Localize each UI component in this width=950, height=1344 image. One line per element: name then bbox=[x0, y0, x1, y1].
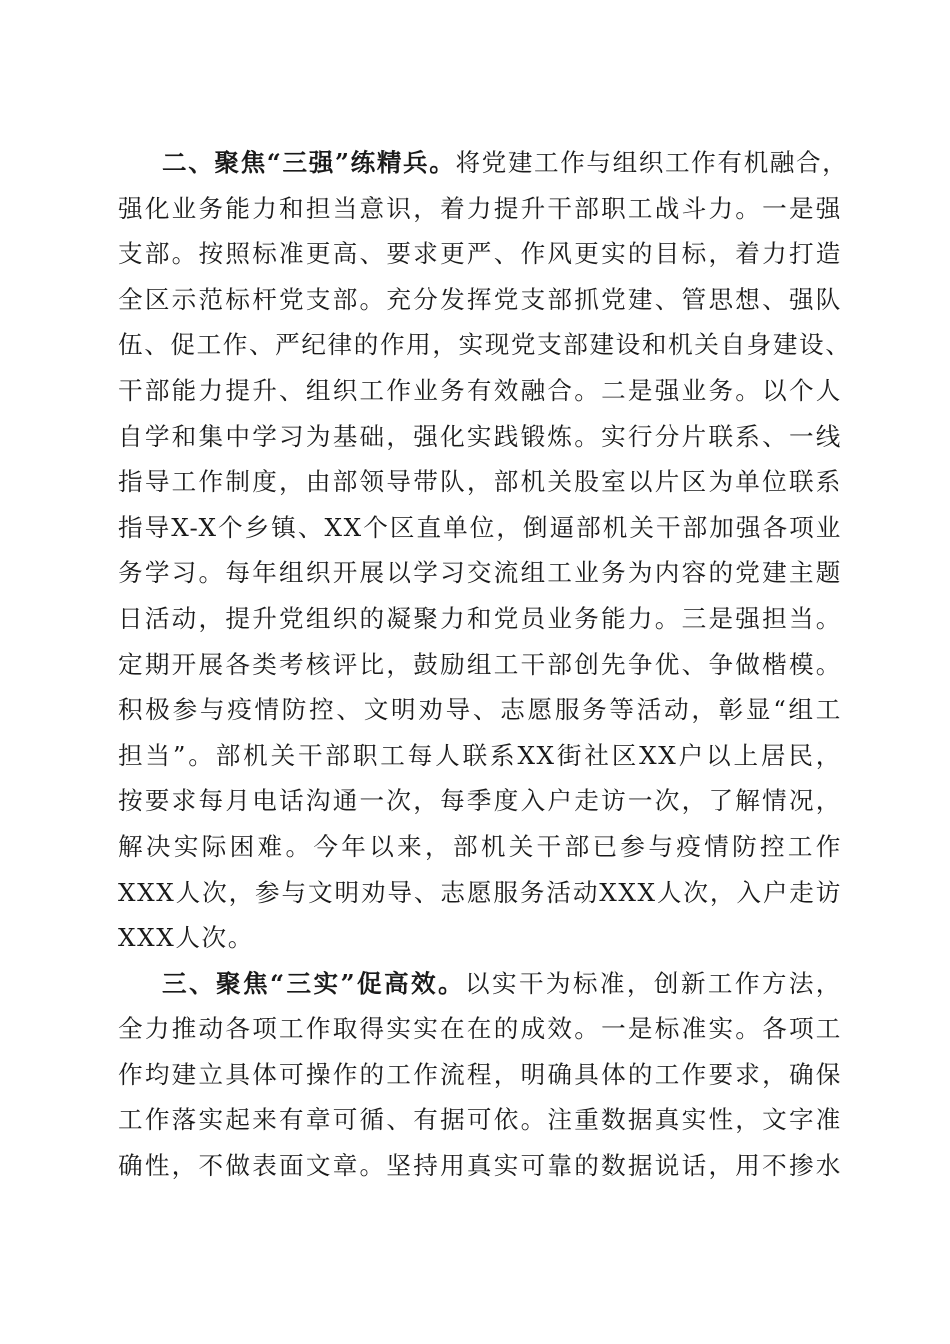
paragraph-line: 自学和集中学习为基础，强化实践锻炼。实行分片联系、一线 bbox=[118, 421, 842, 451]
paragraph-line: 全区示范标杆党支部。充分发挥党支部抓党建、管思想、强队 bbox=[118, 284, 842, 314]
paragraph-line: XXX人次，参与文明劝导、志愿服务活动XXX人次，入户走访 bbox=[118, 877, 842, 907]
paragraph-line: 积极参与疫情防控、文明劝导、志愿服务等活动，彰显“组工 bbox=[118, 695, 842, 725]
paragraph-line: 支部。按照标准更高、要求更严、作风更实的目标，着力打造 bbox=[118, 239, 842, 269]
paragraph-line: 定期开展各类考核评比，鼓励组工干部创先争优、争做楷模。 bbox=[118, 649, 842, 679]
paragraph-line: 工作落实起来有章可循、有据可依。注重数据真实性，文字准 bbox=[118, 1105, 842, 1135]
paragraph-line: 日活动，提升党组织的凝聚力和党员业务能力。三是强担当。 bbox=[118, 603, 842, 633]
paragraph-line: 确性，不做表面文章。坚持用真实可靠的数据说话，用不掺水 bbox=[118, 1151, 842, 1181]
paragraph-line: 干部能力提升、组织工作业务有效融合。二是强业务。以个人 bbox=[118, 375, 842, 405]
section-heading: 三、聚焦“三实”促高效。 bbox=[162, 968, 465, 998]
paragraph-line: 解决实际困难。今年以来，部机关干部已参与疫情防控工作 bbox=[118, 831, 842, 861]
paragraph-text: 将党建工作与组织工作有机融合， bbox=[455, 148, 849, 177]
document-body bbox=[118, 140, 852, 1189]
paragraph-line: 伍、促工作、严纪律的作用，实现党支部建设和机关自身建设、 bbox=[118, 330, 852, 360]
paragraph-line: 指导X-X个乡镇、XX个区直单位，倒逼部机关干部加强各项业 bbox=[118, 512, 842, 542]
paragraph-line: 务学习。每年组织开展以学习交流组工业务为内容的党建主题 bbox=[118, 558, 842, 588]
paragraph-line: 全力推动各项工作取得实实在在的成效。一是标准实。各项工 bbox=[118, 1014, 842, 1044]
paragraph-line: 按要求每月电话沟通一次，每季度入户走访一次，了解情况， bbox=[118, 786, 842, 816]
paragraph-text: 以实干为标准，创新工作方法， bbox=[464, 968, 843, 998]
paragraph-line: 担当”。部机关干部职工每人联系XX街社区XX户以上居民， bbox=[118, 740, 842, 770]
paragraph-first-line bbox=[118, 961, 842, 1007]
paragraph-section-two bbox=[118, 140, 852, 961]
paragraph-line: 作均建立具体可操作的工作流程，明确具体的工作要求，确保 bbox=[118, 1059, 842, 1089]
paragraph-line: 指导工作制度，由部领导带队，部机关股室以片区为单位联系 bbox=[118, 467, 842, 497]
paragraph-line: 强化业务能力和担当意识，着力提升干部职工战斗力。一是强 bbox=[118, 193, 842, 223]
paragraph-first-line bbox=[118, 140, 849, 186]
section-heading: 二、聚焦“三强”练精兵。 bbox=[162, 148, 456, 177]
paragraph-section-three bbox=[118, 961, 842, 1189]
paragraph-line: XXX人次。 bbox=[118, 923, 254, 953]
